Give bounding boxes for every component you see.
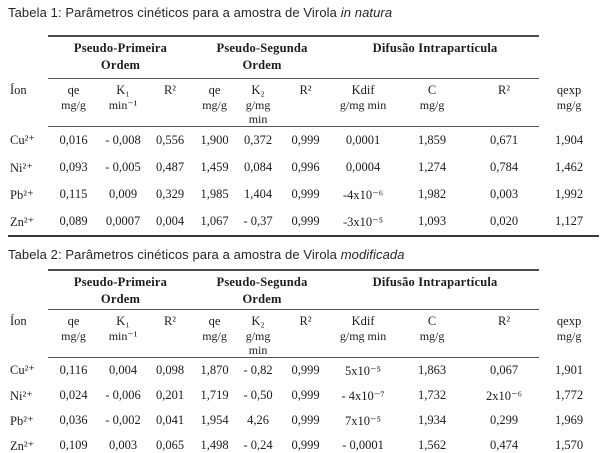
column-label: R² — [163, 83, 177, 97]
value-cell: 0,020 — [469, 208, 539, 236]
value-cell: 0,098 — [155, 363, 185, 377]
group-label-line2: Ordem — [242, 292, 282, 306]
value-cell: 0,474 — [469, 433, 539, 453]
column-unit: min⁻¹ — [108, 329, 138, 343]
column-header — [193, 310, 236, 358]
value-cell: 0,115 — [59, 187, 88, 201]
group-label-line1: Pseudo-Segunda — [216, 275, 308, 289]
column-unit: mg/g — [556, 328, 582, 343]
column-label: Íon — [10, 313, 27, 328]
column-label: R² — [299, 83, 312, 97]
value-cell: 4,26 — [247, 413, 269, 427]
table-2-title-italic: modificada — [340, 247, 405, 262]
value-cell: - 0,006 — [105, 388, 141, 402]
group-label-line1: Pseudo-Segunda — [216, 41, 308, 55]
column-label: K₁ — [116, 83, 130, 97]
value-cell: 1,934 — [417, 413, 447, 427]
value-cell: 1,570 — [539, 433, 599, 453]
value-cell: 0,999 — [291, 388, 320, 402]
column-header — [331, 79, 395, 127]
column-label: Kdif — [351, 83, 375, 97]
value-cell: 0,999 — [291, 413, 320, 427]
value-cell: -4x10⁻⁶ — [342, 187, 384, 202]
column-header — [331, 310, 395, 358]
table-section-1 — [8, 5, 599, 237]
column-header — [395, 79, 469, 127]
column-header — [469, 79, 539, 127]
value-cell: 1,992 — [554, 187, 584, 201]
column-header — [280, 79, 331, 127]
column-header-row — [8, 79, 599, 127]
table-row — [8, 154, 599, 181]
value-cell: 1,863 — [417, 363, 447, 377]
group-header — [48, 36, 193, 79]
value-cell: 1,127 — [539, 208, 599, 236]
table-row — [8, 208, 599, 236]
column-unit: g/mg min — [339, 329, 387, 343]
ion-cell: Ni²⁺ — [10, 160, 33, 175]
column-label: qe — [208, 83, 221, 97]
table-1-title-text: Tabela 1: Parâmetros cinéticos para a amostra de Virola — [8, 5, 341, 20]
column-label: K₂ — [251, 314, 265, 328]
column-unit: mg/g — [419, 329, 445, 343]
kinetics-table-in-natura — [8, 35, 599, 237]
column-label: R² — [497, 314, 511, 328]
column-label: R² — [497, 83, 511, 97]
group-label-line1: Difusão Intrapartícula — [372, 41, 498, 55]
value-cell: 1,985 — [200, 187, 229, 201]
ion-cell: Pb²⁺ — [10, 187, 34, 202]
column-label: C — [427, 314, 437, 328]
ion-cell: Cu²⁺ — [10, 133, 35, 148]
value-cell: 1,404 — [243, 187, 273, 201]
value-cell: 1,870 — [200, 363, 229, 377]
value-cell: 0,201 — [155, 388, 185, 402]
value-cell: 0,0001 — [345, 133, 381, 147]
spacer-cell — [539, 270, 599, 310]
column-header — [395, 310, 469, 358]
value-cell: - 0,0001 — [331, 433, 395, 453]
value-cell: 1,732 — [417, 388, 447, 402]
column-header — [280, 310, 331, 358]
value-cell: 0,065 — [147, 433, 193, 453]
group-label-line1: Pseudo-Primeira — [73, 41, 168, 55]
value-cell: 0,329 — [155, 187, 185, 201]
value-cell: 0,003 — [99, 433, 147, 453]
column-unit: g/mg min — [245, 98, 271, 126]
column-header — [99, 79, 147, 127]
value-cell: 1,859 — [417, 133, 447, 147]
column-label: qe — [67, 83, 80, 97]
table-row — [8, 358, 599, 384]
value-cell: 0,109 — [48, 433, 99, 453]
value-cell: 0,024 — [59, 388, 88, 402]
value-cell: 0,999 — [291, 133, 320, 147]
value-cell: 1,904 — [554, 132, 584, 147]
value-cell: 0,009 — [108, 187, 138, 201]
value-cell: 1,954 — [200, 413, 229, 427]
column-label: K₁ — [116, 314, 130, 328]
value-cell: 0,999 — [291, 363, 320, 377]
value-cell: 1,498 — [193, 433, 236, 453]
column-header — [99, 310, 147, 358]
column-header — [236, 79, 280, 127]
column-label: Kdif — [351, 314, 375, 328]
value-cell: 1,274 — [417, 160, 447, 174]
column-header — [147, 79, 193, 127]
value-cell: 0,784 — [489, 160, 519, 174]
value-cell: 0,299 — [489, 413, 519, 427]
spacer-cell — [539, 36, 599, 79]
table-section-2 — [8, 247, 599, 453]
value-cell: - 0,005 — [105, 160, 141, 174]
value-cell: 1,067 — [193, 208, 236, 236]
column-unit: mg/g — [419, 98, 445, 112]
group-label-line2: Ordem — [242, 58, 282, 72]
group-header-row — [8, 270, 599, 310]
kinetics-table-modificada — [8, 269, 599, 453]
column-label: R² — [299, 314, 312, 328]
group-header-row — [8, 36, 599, 79]
column-unit: mg/g — [556, 97, 582, 112]
value-cell: 1,093 — [395, 208, 469, 236]
column-label: K₂ — [251, 83, 265, 97]
column-header-row — [8, 310, 599, 358]
ion-cell: Zn²⁺ — [8, 208, 48, 236]
group-label-line2: Ordem — [100, 58, 141, 72]
table-2-title-text: Tabela 2: Parâmetros cinéticos para a amostra de Virola — [8, 247, 341, 262]
value-cell: 0,116 — [59, 363, 88, 377]
value-cell: 0,084 — [243, 160, 273, 174]
ion-cell: Cu²⁺ — [10, 363, 35, 378]
value-cell: 0,041 — [155, 413, 185, 427]
value-cell: 1,459 — [200, 160, 229, 174]
column-label: R² — [163, 314, 177, 328]
group-label-line1: Pseudo-Primeira — [73, 275, 168, 289]
value-cell: -3x10⁻⁵ — [331, 208, 395, 236]
column-header — [147, 310, 193, 358]
ion-cell: Pb²⁺ — [10, 413, 34, 428]
value-cell: 0,487 — [155, 160, 185, 174]
value-cell: 0,999 — [291, 187, 320, 201]
spacer-cell — [8, 36, 48, 79]
column-header — [193, 79, 236, 127]
group-header — [48, 270, 193, 310]
value-cell: 1,969 — [554, 413, 584, 427]
value-cell: - 0,50 — [243, 388, 273, 402]
table-row — [8, 127, 599, 155]
column-header — [48, 79, 99, 127]
value-cell: 0,089 — [48, 208, 99, 236]
table-1-title — [8, 5, 599, 20]
value-cell: 0,003 — [489, 187, 519, 201]
value-cell: 1,462 — [554, 160, 584, 174]
table-row — [8, 383, 599, 408]
value-cell: 0,999 — [280, 433, 331, 453]
column-unit: mg/g — [61, 329, 86, 343]
value-cell: 1,900 — [200, 133, 229, 147]
value-cell: 0,036 — [59, 413, 88, 427]
value-cell: 5x10⁻⁵ — [345, 363, 382, 378]
column-unit: mg/g — [61, 98, 86, 112]
column-label: qexp — [556, 82, 582, 97]
value-cell: 0,004 — [147, 208, 193, 236]
group-header — [193, 36, 331, 79]
column-unit: min⁻¹ — [108, 98, 138, 112]
value-cell: 1,719 — [200, 388, 229, 402]
table-2-title — [8, 247, 599, 262]
value-cell: 1,562 — [395, 433, 469, 453]
column-unit: g/mg min — [339, 98, 387, 112]
column-label: qe — [67, 314, 80, 328]
table-1-title-italic: in natura — [340, 5, 393, 20]
value-cell: 1,772 — [554, 388, 584, 402]
column-header — [8, 310, 48, 358]
value-cell: 0,067 — [489, 363, 519, 377]
group-label-line1: Difusão Intrapartícula — [372, 275, 498, 289]
column-unit: mg/g — [202, 329, 227, 343]
group-header — [331, 36, 539, 79]
value-cell: 0,093 — [59, 160, 88, 174]
value-cell: 0,556 — [155, 133, 185, 147]
value-cell: - 0,37 — [236, 208, 280, 236]
table-row — [8, 181, 599, 208]
column-unit: mg/g — [202, 98, 227, 112]
column-header — [48, 310, 99, 358]
value-cell: 1,901 — [554, 362, 584, 377]
column-header — [539, 310, 599, 358]
value-cell: - 4x10⁻⁷ — [341, 388, 385, 403]
value-cell: 0,0004 — [345, 160, 381, 174]
column-unit: g/mg min — [245, 329, 271, 357]
value-cell: 1,982 — [417, 187, 447, 201]
value-cell: 0,671 — [489, 133, 519, 147]
value-cell: 2x10⁻⁶ — [486, 388, 523, 403]
value-cell: 0,016 — [59, 133, 88, 147]
group-label-line2: Ordem — [100, 292, 141, 306]
spacer-cell — [8, 270, 48, 310]
ion-cell: Zn²⁺ — [8, 433, 48, 453]
column-label: C — [427, 83, 437, 97]
value-cell: 0,0007 — [99, 208, 147, 236]
column-label: qexp — [556, 313, 582, 328]
table-row — [8, 408, 599, 433]
column-header — [236, 310, 280, 358]
value-cell: - 0,82 — [243, 363, 273, 377]
column-label: Íon — [10, 82, 27, 97]
value-cell: - 0,24 — [236, 433, 280, 453]
value-cell: - 0,002 — [105, 413, 141, 427]
table-row — [8, 433, 599, 453]
column-label: qe — [208, 314, 221, 328]
value-cell: 0,372 — [243, 133, 273, 147]
column-header — [8, 79, 48, 127]
group-header — [331, 270, 539, 310]
value-cell: 0,996 — [291, 160, 320, 174]
column-header — [469, 310, 539, 358]
group-header — [193, 270, 331, 310]
value-cell: - 0,008 — [105, 133, 141, 147]
value-cell: 0,999 — [280, 208, 331, 236]
column-header — [539, 79, 599, 127]
value-cell: 7x10⁻⁵ — [345, 413, 382, 428]
value-cell: 0,004 — [108, 363, 138, 377]
ion-cell: Ni²⁺ — [10, 388, 33, 403]
